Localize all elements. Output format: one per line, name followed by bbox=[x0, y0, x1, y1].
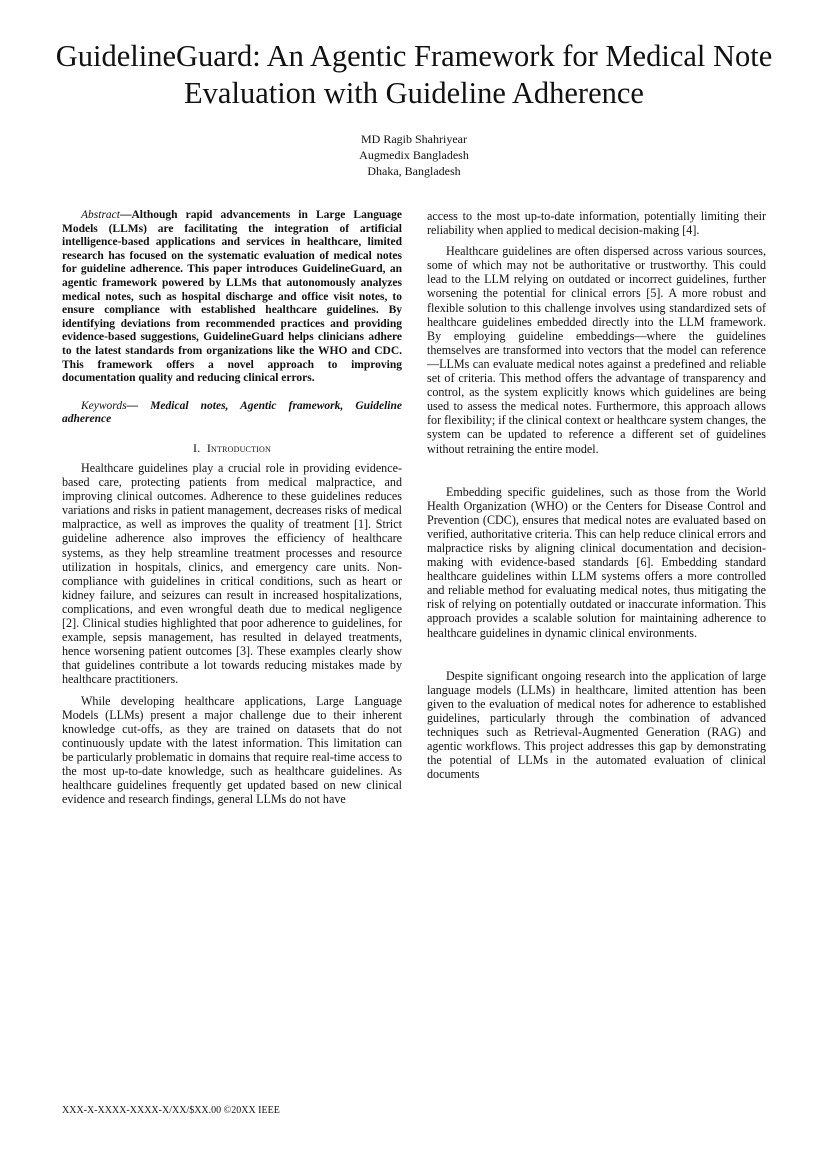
intro-paragraph-2-continued: access to the most up-to-date information, potentially limiting their reliability when applied to medical decision-making [4]. bbox=[427, 209, 766, 238]
paragraph-gap bbox=[427, 463, 766, 485]
copyright-footer: XXX-X-XXXX-XXXX-X/XX/$XX.00 ©20XX IEEE bbox=[62, 1105, 280, 1116]
right-column bbox=[427, 209, 766, 788]
section-title: Introduction bbox=[206, 440, 271, 455]
abstract-dash: — bbox=[119, 209, 132, 221]
paragraph-gap bbox=[427, 647, 766, 669]
intro-paragraph-2: While developing healthcare applications, Large Language Models (LLMs) present a major challenge due to their inherent knowledge cut-offs, as they are trained on datasets that do not continuously update with the latest information. This limitation can be particularly problematic in domains that require real-time access to the most up-to-date knowledge, such as healthcare guidelines. As healthcare guidelines frequently get updated based on new clinical evidence and research findings, general LLMs do not have bbox=[62, 693, 402, 807]
left-column bbox=[62, 209, 402, 813]
keywords bbox=[62, 400, 402, 427]
author-affiliation: Augmedix Bangladesh bbox=[359, 148, 469, 162]
abstract-label: Abstract bbox=[81, 209, 120, 221]
intro-paragraph-5: Despite significant ongoing research into the application of large language models (LLMs) in healthcare, limited attention has been given to the evaluation of medical notes for adherence to established guidelines, particularly through the combination of advanced techniques such as Retrieval-Augmented Generation (RAG) and agentic workflows. This project addresses this gap by demonstrating the potential of LLMs in the automated evaluation of clinical documents bbox=[427, 668, 766, 782]
section-heading-introduction bbox=[62, 441, 402, 455]
section-number: I. bbox=[193, 440, 201, 455]
author-block bbox=[214, 131, 614, 179]
intro-paragraph-1: Healthcare guidelines play a crucial role in providing evidence-based care, protecting patients from medical malpractice, and improving clinical outcomes. Adherence to these guidelines reduces variations and risks in patient management, decreases risks of medical malpractice, as well as improves the quality of treatment [1]. Strict guideline adherence also improves the efficiency of healthcare systems, as they help streamline treatment processes and resource utilization in hospitals, clinics, and emergency care units. Non-compliance with guidelines in critical conditions, such as heart or kidney failure, and seizures can result in increased hospitalizations, complications, and even wrongful death due to medical negligence [2]. Clinical studies highlighted that poor adherence to guidelines, for example, sepsis management, has resulted in delayed treatments, hence worsening patient outcomes [3]. These examples clearly show that guidelines contribute a lot towards reducing mistakes made by healthcare practitioners. bbox=[62, 461, 402, 687]
intro-paragraph-3: Healthcare guidelines are often dispersed across various sources, some of which may not be authoritative or trustworthy. This could lead to the LLM relying on outdated or incorrect guidelines, further worsening the potential for clinical errors [5]. A more robust and flexible solution to this challenge involves using standardized sets of healthcare guidelines embedded directly into the LLM framework. By employing guideline embeddings—where the guidelines themselves are transformed into vectors that the model can reference—LLMs can evaluate medical notes against a predefined and reliable set of criteria. This method offers the advantage of transparency and control, as the system explicitly knows which guidelines are being used to assess the medical notes. Furthermore, this approach allows for flexibility; if the clinical context or healthcare system changes, the system can be updated to reference a different set of guidelines without retraining the entire model. bbox=[427, 244, 766, 456]
keywords-label: Keywords bbox=[81, 399, 127, 412]
author-name: MD Ragib Shahriyear bbox=[361, 132, 467, 146]
intro-paragraph-4: Embedding specific guidelines, such as those from the World Health Organization (WHO) or the Centers for Disease Control and Prevention (CDC), ensures that medical notes are evaluated based on verified, authoritative criteria. This can help reduce clinical errors and malpractice risks by aligning clinical documentation and decision-making with evidence-based standards [6]. Embedding standard healthcare guidelines within LLM systems offers a more controlled and reliable method for evaluating medical notes, thus mitigating the risk of relying on potentially outdated or inaccurate information. This approach provides a scalable solution for maintaining adherence to healthcare guidelines in dynamic clinical environments. bbox=[427, 484, 766, 640]
abstract-text: Although rapid advancements in Large Language Models (LLMs) are facilitating the integration of artificial intelligence-based applications and services in healthcare, limited research has focused on the systematic evaluation of medical notes for guideline adherence. This paper introduces GuidelineGuard, an agentic framework powered by LLMs that autonomously analyzes medical notes, such as hospital discharge and office visit notes, to ensure compliance with established healthcare guidelines. By identifying deviations from recommended practices and providing evidence-based suggestions, GuidelineGuard helps clinicians adhere to the latest standards from organizations like the WHO and CDC. This framework offers a novel approach to improving documentation quality and reducing clinical errors. bbox=[62, 209, 402, 385]
keywords-dash: — bbox=[126, 399, 139, 412]
abstract bbox=[62, 209, 402, 386]
keywords-text: Medical notes, Agentic framework, Guideline adherence bbox=[62, 399, 402, 426]
author-location: Dhaka, Bangladesh bbox=[367, 164, 461, 178]
paper-title: GuidelineGuard: An Agentic Framework for Medical Note Evaluation with Guideline Adherence bbox=[55, 39, 773, 110]
